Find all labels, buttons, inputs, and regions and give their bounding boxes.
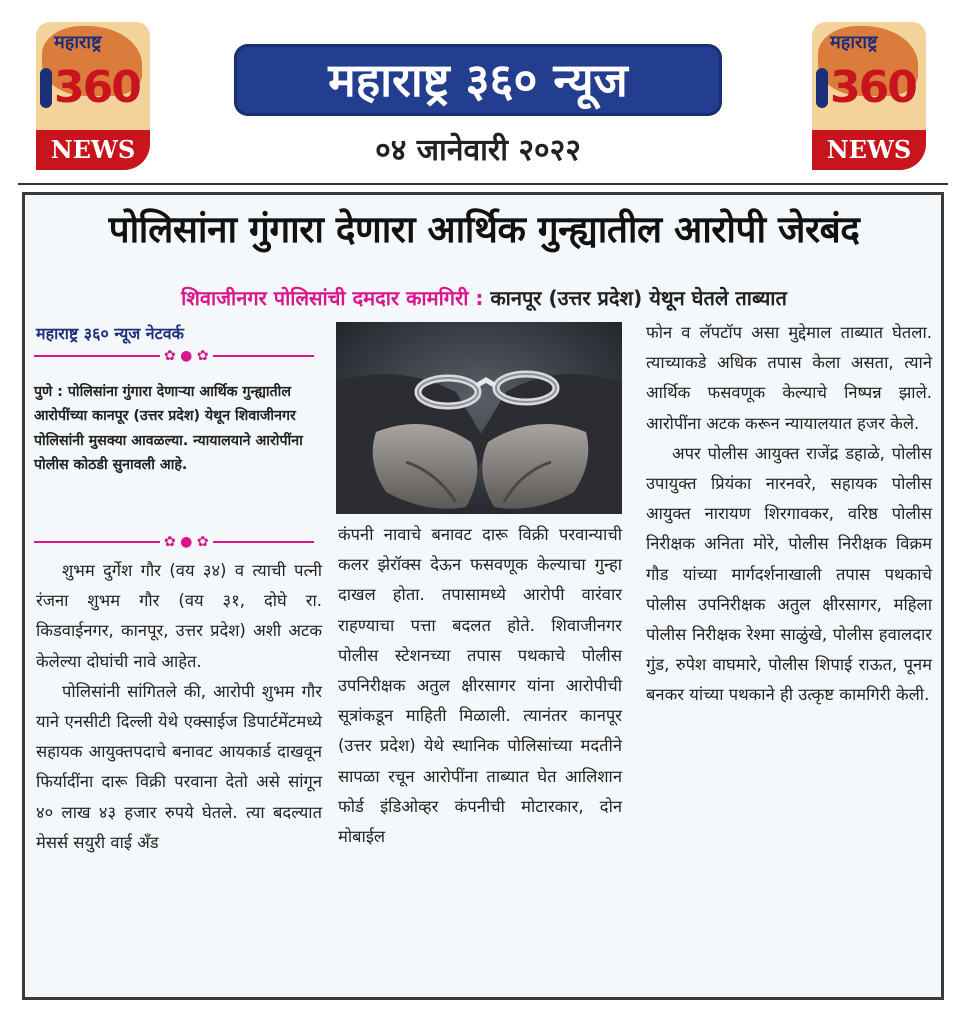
logo-map-panel — [812, 22, 926, 130]
logo-number: 360 — [54, 62, 140, 113]
article-subhead — [30, 284, 938, 312]
article-intro: पुणे : पोलिसांना गुंगारा देणाऱ्या आर्थिक गुन्ह्यातील आरोपींच्या कानपूर (उत्तर प्रदेश) येथून शिवाजीनगर पोलिसांनी मुसक्या आवळल्या. न्यायालयाने आरोपींना पोलीस कोठडी सुनावली आहे. — [34, 384, 303, 474]
logo-number: 360 — [830, 62, 916, 113]
subhead-highlight: शिवाजीनगर पोलिसांची दमदार कामगिरी : — [181, 286, 484, 310]
logo-marathi-text: महाराष्ट्र — [830, 32, 878, 53]
column-1 — [36, 556, 322, 858]
logo-right — [812, 22, 926, 170]
paragraph: शुभम दुर्गेश गौर (वय ३४) व त्याची पत्नी रंजना शुभम गौर (वय ३१, दोघे रा. किडवाईनगर, कानपूर, उत्तर प्रदेश) अशी अटक केलेल्या दोघांची नावे आहेत. — [36, 561, 322, 671]
masthead-date: ०४ जानेवारी २०२२ — [375, 133, 581, 168]
subhead-rest: कानपूर (उत्तर प्रदेश) येथून घेतले ताब्यात — [490, 286, 787, 310]
column-3 — [646, 318, 932, 711]
paragraph: फोन व लॅपटॉप असा मुद्देमाल ताब्यात घेतला. त्याच्याकडे अधिक तपास केला असता, त्याने आर्थिक फसवणूक केल्याचे निष्पन्न झाले. आरोपींना अटक करून न्यायालयात हजर केले. — [646, 323, 932, 433]
ornament-icon: ✿ ● ✿ — [160, 349, 213, 363]
paragraph: कंपनी नावाचे बनावट दारू विक्री परवान्याची कलर झेरॉक्स देऊन फसवणूक केल्याचा गुन्हा दाखल होता. तपासामध्ये आरोपी वारंवार राहण्याचा पत्ता बदलत होते. शिवाजीनगर पोलीस स्टेशनच्या तपास पथकाचे पोलीस उपनिरीक्षक अतुल क्षीरसागर यांना आरोपीची सूत्रांकडून माहिती मिळाली. त्यानंतर कानपूर (उत्तर प्रदेश) येथे स्थानिक पोलिसांच्या मदतीने सापळा रचून आरोपींना ताब्यात घेत आलिशान फोर्ड इंडिओव्हर कंपनीची मोटारकार, दोन मोबाईल — [338, 525, 622, 847]
microphone-icon — [40, 68, 52, 108]
microphone-icon — [816, 68, 828, 108]
paragraph: पोलिसांनी सांगितले की, आरोपी शुभम गौर याने एनसीटी दिल्ली येथे एक्साईज डिपार्टमेंटमध्ये सहायक आयुक्तपदाचे बनावट आयकार्ड दाखवून फिर्यादींना दारू विक्री परवाना देतो असे सांगून ४० लाख ४३ हजार रुपये घेतले. त्या बदल्यात मेसर्स सयुरी वाई अँड — [36, 681, 322, 852]
paragraph: अपर पोलीस आयुक्त राजेंद्र डहाळे, पोलीस उपायुक्त प्रियंका नारनवरे, सहायक पोलीस आयुक्त नारायण शिरगावकर, वरिष्ठ पोलीस निरीक्षक अनिता मोरे, पोलीस निरीक्षक विक्रम गौड यांच्या मार्गदर्शनाखाली तपास पथकाचे पोलीस उपनिरीक्षक अतुल क्षीरसागर, महिला पोलीस निरीक्षक रेश्मा साळुंखे, पोलीस हवालदार गुंड, रुपेश वाघमारे, पोलीस शिपाई राऊत, पूनम बनकर यांच्या पथकाने ही उत्कृष्ट कामगिरी केली. — [646, 443, 932, 705]
logo-news-label: NEWS — [36, 130, 150, 170]
handcuffs-image — [336, 322, 622, 514]
ornament-icon: ✿ ● ✿ — [160, 535, 213, 549]
logo-marathi-text: महाराष्ट्र — [54, 32, 102, 53]
article-headline: पोलिसांना गुंगारा देणारा आर्थिक गुन्ह्यातील आरोपी जेरबंद — [108, 208, 860, 251]
header-divider — [18, 183, 948, 185]
article-photo-handcuffs — [336, 322, 622, 514]
masthead-title: महाराष्ट्र ३६० न्यूज — [234, 44, 722, 116]
logo-news-label: NEWS — [812, 130, 926, 170]
article-byline: महाराष्ट्र ३६० न्यूज नेटवर्क — [36, 324, 184, 343]
column-2 — [338, 520, 622, 852]
logo-map-panel — [36, 22, 150, 130]
logo-left — [36, 22, 150, 170]
